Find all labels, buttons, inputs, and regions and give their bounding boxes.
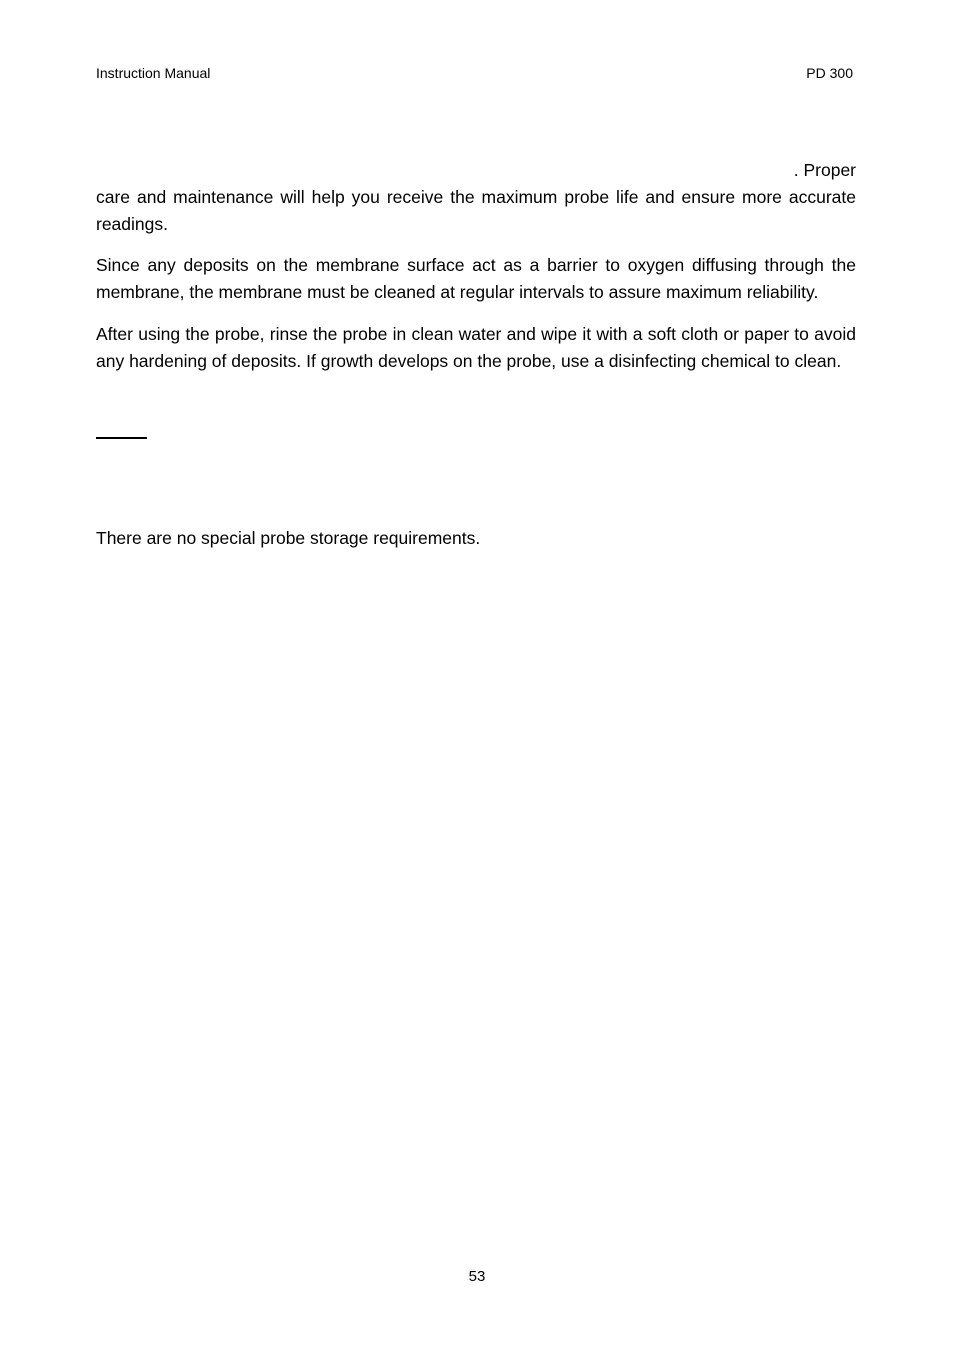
page-number: 53 [468, 1268, 486, 1285]
heading-underline [96, 437, 147, 439]
paragraph-care-maintenance: care and maintenance will help you receive the maximum probe life and ensure more accurate readings. [96, 187, 856, 235]
paragraph-storage: There are no special probe storage requirements. [96, 528, 481, 548]
paragraph-membrane-cleaning: Since any deposits on the membrane surface act as a barrier to oxygen diffusing through the membrane, the membrane must be cleaned at regular intervals to assure maximum reliability. [96, 255, 856, 303]
header-document-title: Instruction Manual [96, 65, 211, 81]
paragraph-fragment: . Proper [793, 160, 856, 180]
header-model-name: PD 300 [806, 65, 853, 81]
paragraph-rinse-probe: After using the probe, rinse the probe in clean water and wipe it with a soft cloth or paper to avoid any hardening of deposits. If growth develops on the probe, use a disinfecting chemical to clean. [96, 324, 856, 372]
